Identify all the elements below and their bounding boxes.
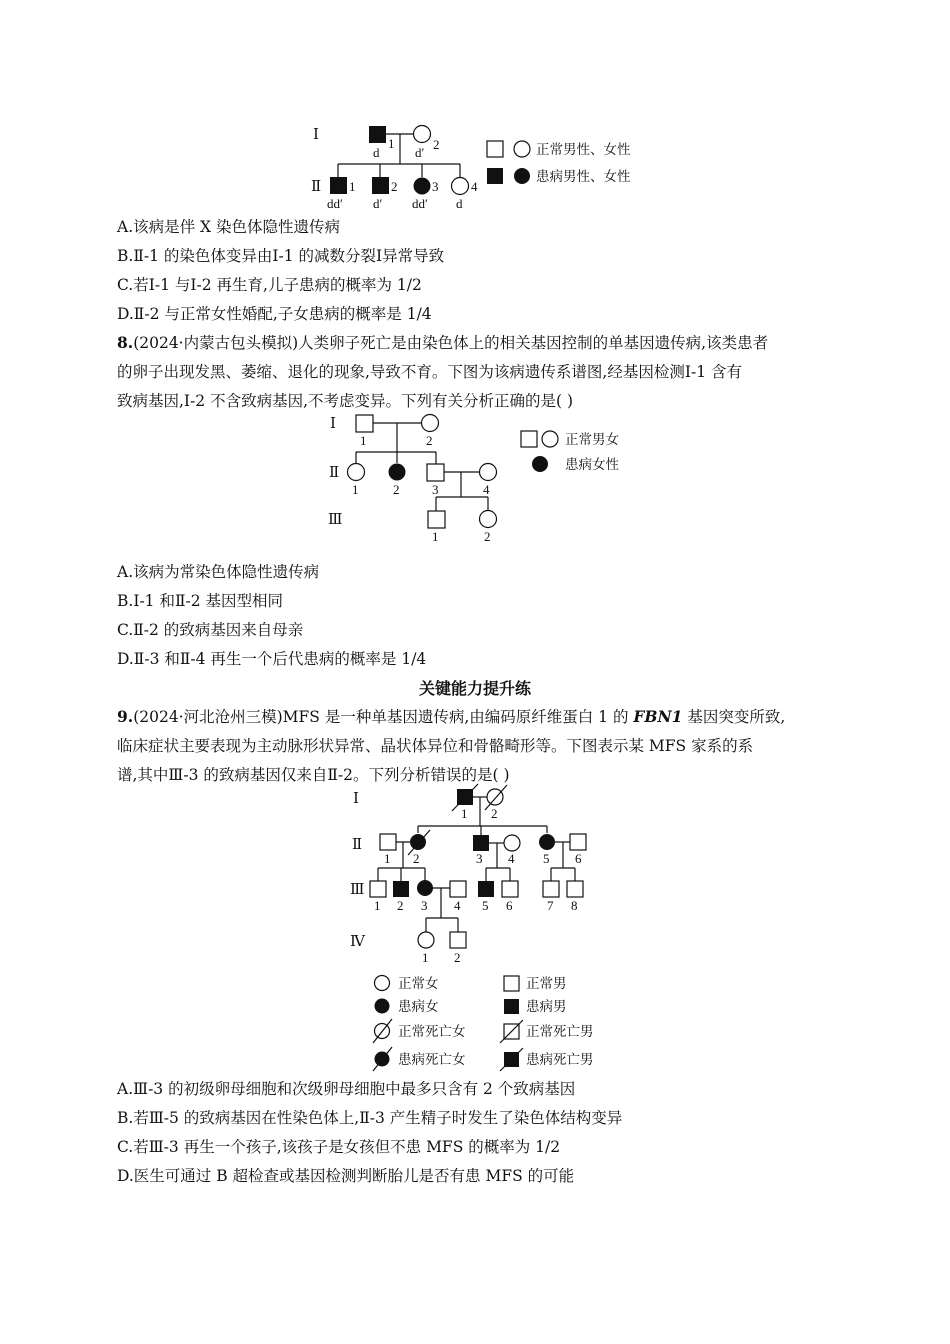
legend-affected-female-icon: [375, 999, 390, 1014]
q9-i2-number: 2: [491, 806, 498, 821]
q9-gen1-label: Ⅰ: [353, 791, 359, 807]
q8-gen1-label: Ⅰ: [330, 416, 336, 432]
q9-option-a: A.Ⅲ-3 的初级卵母细胞和次级卵母细胞中最多只含有 2 个致病基因: [117, 1080, 576, 1098]
q8-option-b: B.Ⅰ-1 和Ⅱ-2 基因型相同: [117, 592, 284, 610]
q7-gen2-label: Ⅱ: [311, 179, 322, 195]
q9-iii4-number: 4: [454, 898, 461, 913]
q8-gen2-label: Ⅱ: [329, 465, 340, 481]
q9-iii4-normal-male: [450, 881, 466, 897]
q8-stem-line2: 的卵子出现发黑、萎缩、退化的现象,导致不育。下图为该病遗传系谱图,经基因检测Ⅰ-1 含有: [117, 363, 743, 381]
q9-ii2-number: 2: [413, 851, 420, 866]
q9-iii2-affected-male: [393, 881, 409, 897]
q9-ii3-affected-male: [473, 835, 489, 851]
q8-iii1-number: 1: [432, 529, 439, 544]
q8-option-a: A.该病为常染色体隐性遗传病: [117, 563, 320, 581]
legend-normal-female-icon: [375, 976, 390, 991]
q9-ii6-normal-male: [570, 834, 586, 850]
q8-legend-affected-label: 患病女性: [565, 457, 619, 473]
q9-ii6-number: 6: [575, 851, 582, 866]
q8-ii1-number: 1: [352, 482, 359, 497]
q7-ii3-genotype: dd′: [412, 196, 428, 211]
q9-legend-dead-affected-male: 患病死亡男: [526, 1052, 594, 1068]
q9-iii8-normal-male: [567, 881, 583, 897]
q9-iv1-number: 1: [422, 950, 429, 965]
q7-option-d: D.Ⅱ-2 与正常女性婚配,子女患病的概率是 1/4: [117, 305, 432, 323]
q9-stem-line2: 临床症状主要表现为主动脉形状异常、晶状体异位和骨骼畸形等。下图表示某 MFS 家系的系: [117, 737, 754, 755]
q7-legend-normal-label: 正常男性、女性: [536, 142, 631, 158]
q9-legend-affected-female: 患病女: [398, 999, 439, 1015]
q7-option-b: B.Ⅱ-1 的染色体变异由Ⅰ-1 的减数分裂Ⅰ异常导致: [117, 247, 445, 265]
q8-legend-normal-label: 正常男女: [565, 432, 619, 448]
q9-iv2-normal-male: [450, 932, 466, 948]
q8-stem-text1: (2024·内蒙古包头模拟)人类卵子死亡是由染色体上的相关基因控制的单基因遗传病,该类患者: [133, 334, 769, 352]
q8-number: 8.: [117, 333, 134, 352]
q9-option-c: C.若Ⅲ-3 再生一个孩子,该孩子是女孩但不患 MFS 的概率为 1/2: [117, 1138, 561, 1156]
q9-legend-normal-female: 正常女: [398, 976, 439, 992]
q7-i1-genotype: d: [373, 145, 380, 160]
q9-stem-text1a: (2024·河北沧州三模)MFS 是一种单基因遗传病,由编码原纤维蛋白 1 的: [133, 708, 634, 726]
q9-legend-dead-affected-female: 患病死亡女: [398, 1052, 466, 1068]
legend-normal-male-icon: [504, 976, 519, 991]
q9-iv1-normal-female: [418, 932, 434, 948]
q9-iii3-number: 3: [421, 898, 428, 913]
q9-iii5-affected-male: [478, 881, 494, 897]
q9-ii4-number: 4: [508, 851, 515, 866]
q9-legend-normal-male: 正常男: [526, 976, 567, 992]
q7-ii2-number: 2: [391, 179, 398, 194]
q9-iv2-number: 2: [454, 950, 461, 965]
q9-legend-dead-normal-male: 正常死亡男: [526, 1024, 594, 1040]
q7-i1-number: 1: [388, 136, 395, 151]
q9-gen4-label: Ⅳ: [350, 934, 365, 950]
q9-option-d: D.医生可通过 B 超检查或基因检测判断胎儿是否有患 MFS 的可能: [117, 1167, 575, 1185]
q9-gen3-label: Ⅲ: [350, 882, 365, 898]
q7-ii1-genotype: dd′: [327, 196, 343, 211]
q7-i2-number: 2: [433, 137, 440, 152]
q8-i1-number: 1: [360, 433, 367, 448]
q9-iii2-number: 2: [397, 898, 404, 913]
q9-i1-number: 1: [461, 806, 468, 821]
q9-ii4-normal-female: [504, 835, 520, 851]
q7-gen1-label: Ⅰ: [313, 127, 319, 143]
q9-gene-name: FBN1: [633, 707, 683, 726]
q9-iii7-number: 7: [547, 898, 554, 913]
legend-affected-male-icon: [504, 999, 519, 1014]
q9-ii1-normal-male: [380, 834, 396, 850]
q8-ii3-number: 3: [432, 482, 439, 497]
q8-ii2-number: 2: [393, 482, 400, 497]
q8-stem-line3: 致病基因,Ⅰ-2 不含致病基因,不考虑变异。下列有关分析正确的是( ): [117, 392, 574, 410]
q9-iii6-number: 6: [506, 898, 513, 913]
q9-ii5-number: 5: [543, 851, 550, 866]
q9-gen2-label: Ⅱ: [352, 837, 363, 853]
q8-option-c: C.Ⅱ-2 的致病基因来自母亲: [117, 621, 304, 639]
q8-ii4-number: 4: [483, 482, 490, 497]
q9-legend-affected-male: 患病男: [526, 999, 567, 1015]
q7-option-c: C.若Ⅰ-1 与Ⅰ-2 再生育,儿子患病的概率为 1/2: [117, 276, 422, 294]
q7-legend-affected-label: 患病男性、女性: [536, 169, 631, 185]
q9-number: 9.: [117, 707, 134, 726]
q9-iii7-normal-male: [543, 881, 559, 897]
q9-ii1-number: 1: [384, 851, 391, 866]
q8-gen3-label: Ⅲ: [328, 512, 343, 528]
q8-i2-number: 2: [426, 433, 433, 448]
q9-ii3-number: 3: [476, 851, 483, 866]
q9-iii8-number: 8: [571, 898, 578, 913]
q9-legend-dead-normal-female: 正常死亡女: [398, 1024, 466, 1040]
q7-ii4-number: 4: [471, 179, 478, 194]
q9-stem-line3: 谱,其中Ⅲ-3 的致病基因仅来自Ⅱ-2。下列分析错误的是( ): [117, 766, 510, 784]
q9-iii1-normal-male: [370, 881, 386, 897]
q7-ii3-number: 3: [432, 179, 439, 194]
q9-iii6-normal-male: [502, 881, 518, 897]
q9-iii1-number: 1: [374, 898, 381, 913]
q7-ii4-genotype: d: [456, 196, 463, 211]
q8-option-d: D.Ⅱ-3 和Ⅱ-4 再生一个后代患病的概率是 1/4: [117, 650, 427, 668]
q7-option-a: A.该病是伴 X 染色体隐性遗传病: [117, 218, 341, 236]
q7-ii2-genotype: d′: [373, 196, 383, 211]
q9-iii5-number: 5: [482, 898, 489, 913]
q9-iii3-affected-female: [417, 880, 433, 896]
q8-iii2-number: 2: [484, 529, 491, 544]
q9-option-b: B.若Ⅲ-5 的致病基因在性染色体上,Ⅱ-3 产生精子时发生了染色体结构变异: [117, 1109, 623, 1127]
q9-stem-text1b: 基因突变所致,: [682, 708, 786, 726]
q7-i2-genotype: d′: [415, 145, 425, 160]
section-title: 关键能力提升练: [418, 679, 531, 698]
q9-ii5-affected-female: [539, 834, 555, 850]
q7-ii1-number: 1: [349, 179, 356, 194]
